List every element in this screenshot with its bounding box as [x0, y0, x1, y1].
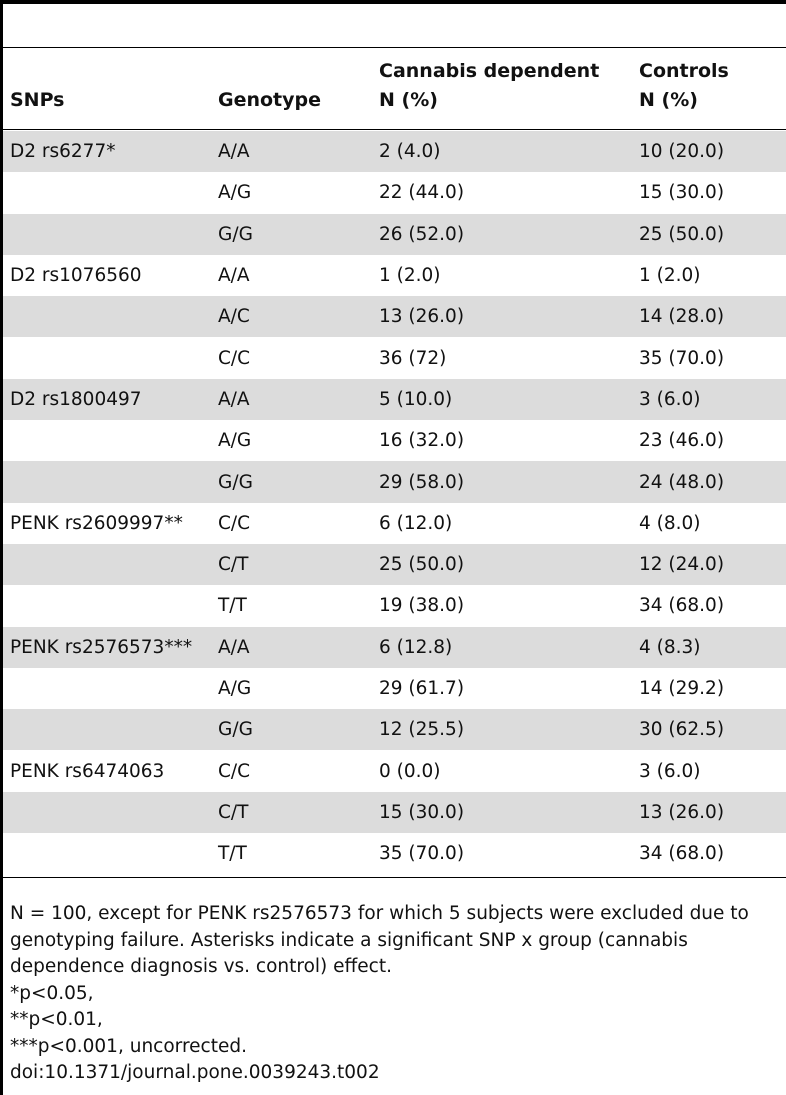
table-row — [3, 420, 786, 461]
footnote-p3: ***p<0.001, uncorrected. — [10, 1035, 247, 1057]
cell-genotype: A/G — [218, 182, 252, 204]
table-row — [3, 214, 786, 255]
cell-controls: 14 (28.0) — [639, 296, 786, 337]
cell-snp: D2 rs1800497 — [3, 379, 218, 420]
table-row — [3, 379, 786, 420]
header-bottom-rule — [3, 129, 786, 130]
table-row — [3, 296, 786, 337]
genotype-table — [3, 131, 786, 874]
cell-genotype: A/G — [218, 430, 252, 452]
cell-cannabis: 26 (52.0) — [379, 214, 639, 255]
header-genotype: Genotype — [218, 89, 322, 111]
table-row — [3, 337, 786, 378]
table-row — [3, 131, 786, 172]
cell-snp: PENK rs2576573*** — [3, 627, 218, 668]
cell-controls: 23 (46.0) — [639, 430, 725, 452]
cell-genotype: C/C — [218, 512, 251, 534]
table-row — [3, 627, 786, 668]
cell-controls: 10 (20.0) — [639, 131, 786, 172]
cell-controls: 3 (6.0) — [639, 379, 786, 420]
cell-snp — [3, 420, 218, 461]
cell-genotype: T/T — [218, 595, 247, 617]
cell-cannabis: 13 (26.0) — [379, 296, 639, 337]
cell-cannabis: 36 (72) — [379, 347, 447, 369]
cell-controls: 30 (62.5) — [639, 709, 786, 750]
cell-cannabis: 29 (61.7) — [379, 678, 465, 699]
header-cannabis-line1: Cannabis dependent — [379, 60, 600, 82]
table-row — [3, 668, 786, 709]
header-controls — [639, 57, 729, 115]
header-cannabis-dependent — [379, 57, 599, 115]
cell-controls: 24 (48.0) — [639, 461, 786, 502]
cell-genotype: A/A — [218, 265, 250, 287]
cell-genotype: G/G — [218, 461, 379, 502]
cell-genotype: A/C — [218, 296, 379, 337]
cell-genotype: C/C — [218, 760, 251, 782]
cell-cannabis: 29 (58.0) — [379, 461, 639, 502]
cell-genotype: A/A — [218, 131, 379, 172]
cell-snp — [3, 833, 218, 874]
table-row — [3, 172, 786, 213]
cell-snp — [3, 172, 218, 213]
cell-genotype: A/A — [218, 627, 379, 668]
cell-genotype: A/A — [218, 379, 379, 420]
cell-controls: 1 (2.0) — [639, 265, 701, 287]
table-body — [3, 131, 786, 874]
cell-snp — [3, 709, 218, 750]
cell-snp: D2 rs6277* — [3, 131, 218, 172]
cell-controls: 14 (29.2) — [639, 678, 725, 699]
cell-snp — [3, 792, 218, 833]
table-row — [3, 709, 786, 750]
cell-cannabis: 15 (30.0) — [379, 792, 639, 833]
cell-genotype: C/T — [218, 792, 379, 833]
cell-snp — [3, 585, 218, 626]
table-header — [3, 48, 786, 122]
table-bottom-rule — [3, 877, 786, 878]
cell-snp — [3, 668, 218, 709]
header-cannabis-line2: N (%) — [379, 89, 438, 111]
cell-controls: 13 (26.0) — [639, 792, 786, 833]
cell-controls: 15 (30.0) — [639, 182, 725, 204]
cell-cannabis: 1 (2.0) — [379, 265, 441, 287]
table-row — [3, 792, 786, 833]
cell-controls: 3 (6.0) — [639, 760, 701, 782]
cell-controls: 4 (8.3) — [639, 627, 786, 668]
table-footnotes — [10, 901, 786, 1087]
table-row — [3, 255, 786, 296]
cell-genotype: T/T — [218, 843, 247, 865]
cell-cannabis: 19 (38.0) — [379, 595, 465, 617]
cell-cannabis: 25 (50.0) — [379, 544, 639, 585]
cell-snp: PENK rs2609997** — [10, 512, 183, 534]
table-row — [3, 833, 786, 874]
cell-genotype: C/T — [218, 544, 379, 585]
table-row — [3, 461, 786, 502]
footnote-p2: **p<0.01, — [10, 1009, 103, 1030]
cell-cannabis: 0 (0.0) — [379, 760, 441, 782]
table-row — [3, 503, 786, 544]
cell-cannabis: 35 (70.0) — [379, 843, 465, 865]
cell-controls: 34 (68.0) — [639, 595, 725, 617]
header-controls-line2: N (%) — [639, 89, 698, 111]
cell-cannabis: 6 (12.0) — [379, 512, 453, 534]
cell-cannabis: 6 (12.8) — [379, 627, 639, 668]
header-controls-line1: Controls — [639, 60, 729, 82]
cell-controls: 35 (70.0) — [639, 347, 725, 369]
cell-controls: 4 (8.0) — [639, 512, 701, 534]
cell-cannabis: 2 (4.0) — [379, 131, 639, 172]
cell-snp — [3, 214, 218, 255]
cell-genotype: G/G — [218, 214, 379, 255]
footnote-sample-note: N = 100, except for PENK rs2576573 for which 5 subjects were excluded due to genotyping failure. Asterisks indicate a significant SNP x group (cannabis dependence diagnosis vs. control) effect. — [10, 903, 749, 977]
cell-genotype: G/G — [218, 709, 379, 750]
footnote-p1: *p<0.05, — [10, 982, 94, 1004]
cell-snp — [3, 544, 218, 585]
cell-controls: 25 (50.0) — [639, 214, 786, 255]
table-row — [3, 544, 786, 585]
cell-genotype: A/G — [218, 678, 252, 699]
top-rule — [3, 0, 786, 4]
header-snps: SNPs — [10, 89, 65, 111]
cell-cannabis: 5 (10.0) — [379, 379, 639, 420]
table-row — [3, 750, 786, 791]
cell-snp — [3, 461, 218, 502]
table-row — [3, 585, 786, 626]
cell-snp — [3, 337, 218, 378]
cell-cannabis: 12 (25.5) — [379, 709, 639, 750]
footnote-doi: doi:10.1371/journal.pone.0039243.t002 — [10, 1062, 380, 1083]
cell-genotype: C/C — [218, 347, 251, 369]
cell-snp: PENK rs6474063 — [10, 760, 165, 782]
cell-snp — [3, 296, 218, 337]
cell-cannabis: 22 (44.0) — [379, 182, 465, 204]
cell-snp: D2 rs1076560 — [10, 265, 142, 287]
cell-controls: 12 (24.0) — [639, 544, 786, 585]
cell-cannabis: 16 (32.0) — [379, 430, 465, 452]
cell-controls: 34 (68.0) — [639, 843, 725, 865]
